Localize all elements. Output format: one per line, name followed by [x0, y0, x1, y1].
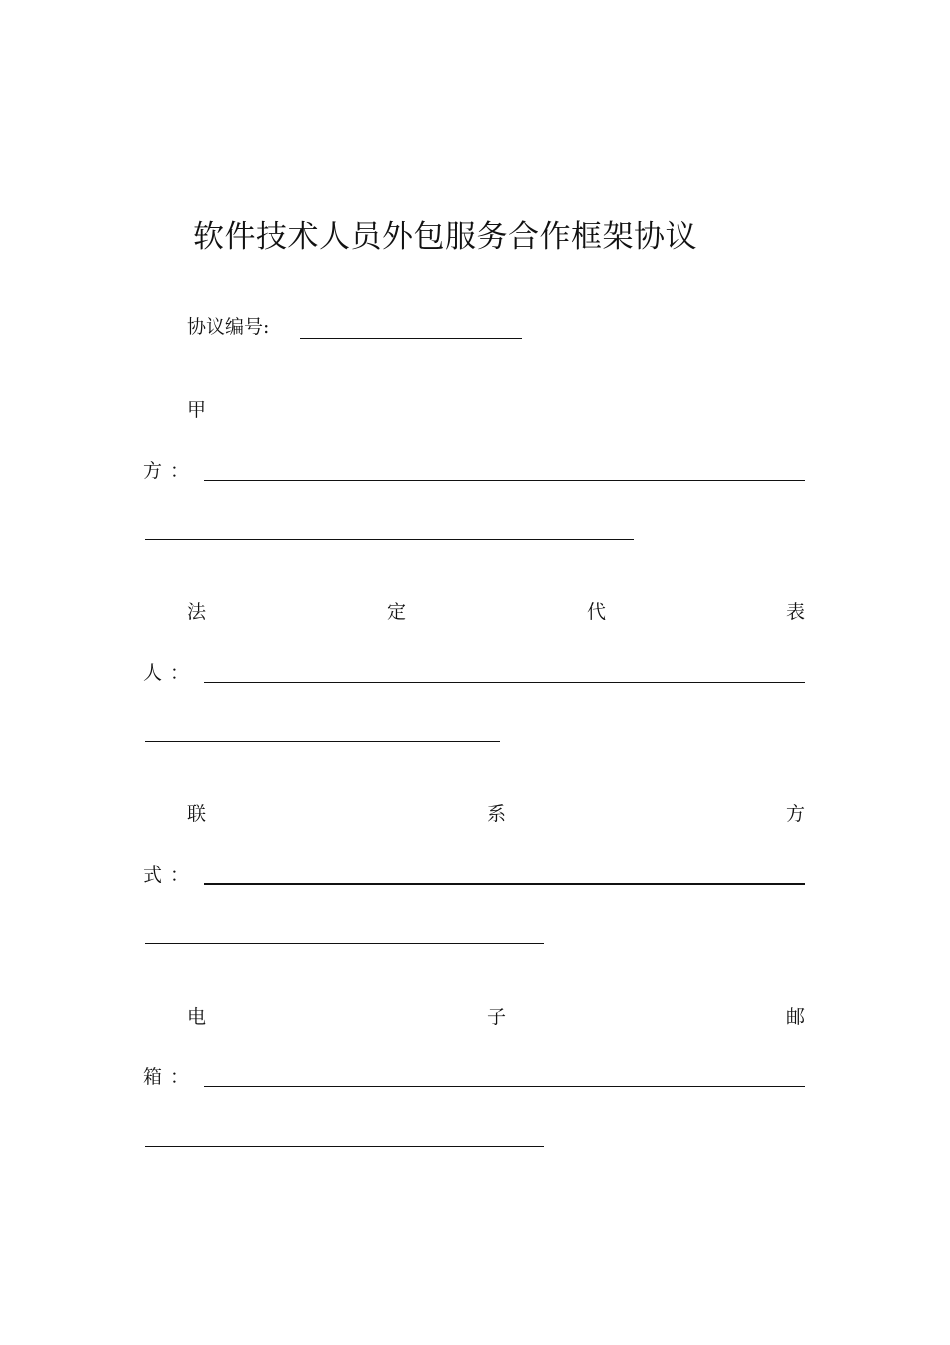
contact-blank-line-1[interactable]	[204, 883, 805, 885]
email-blank-line-1[interactable]	[204, 1086, 805, 1087]
contact-char-1: 联	[187, 803, 207, 825]
contact-blank-line-2[interactable]	[145, 943, 544, 944]
email-char-2: 子	[487, 1006, 507, 1028]
email-blank-line-2[interactable]	[145, 1146, 544, 1147]
contact-char-3: 方	[786, 803, 806, 825]
email-colon: ：	[170, 1066, 190, 1088]
contact-colon: ：	[170, 864, 190, 886]
legal-rep-colon: ：	[170, 662, 190, 684]
legal-rep-char-1: 法	[187, 601, 207, 623]
party-a-label-char-2: 方	[143, 460, 163, 482]
document-title: 软件技术人员外包服务合作框架协议	[193, 219, 697, 255]
legal-rep-blank-line-2[interactable]	[145, 741, 500, 742]
legal-rep-char-3: 代	[587, 601, 607, 623]
legal-rep-blank-line-1[interactable]	[204, 682, 805, 683]
email-char-1: 电	[187, 1006, 207, 1028]
party-a-blank-line-2[interactable]	[145, 539, 634, 540]
party-a-blank-line-1[interactable]	[204, 480, 805, 481]
party-a-colon: ：	[170, 460, 190, 482]
agreement-number-blank[interactable]	[300, 338, 522, 339]
email-char-3: 邮	[786, 1006, 806, 1028]
contact-char-2: 系	[487, 803, 507, 825]
legal-rep-char-2: 定	[387, 601, 407, 623]
contact-last-char: 式	[143, 864, 163, 886]
legal-rep-char-4: 表	[786, 601, 806, 623]
email-last-char: 箱	[143, 1066, 163, 1088]
agreement-number-label: 协议编号:	[187, 316, 270, 338]
party-a-label-char-1: 甲	[187, 399, 207, 421]
legal-rep-last-char: 人	[143, 662, 163, 684]
